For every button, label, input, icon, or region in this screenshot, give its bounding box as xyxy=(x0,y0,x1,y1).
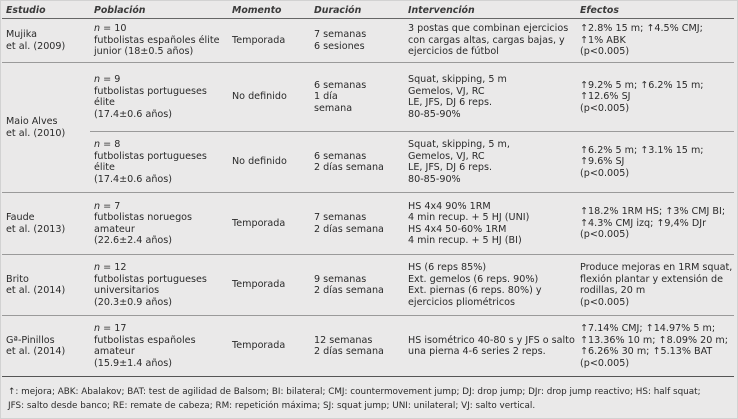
cell-duracion: 9 semanas 2 días semana xyxy=(310,255,404,316)
cell-poblacion xyxy=(90,193,228,255)
poblacion-text: = 8 futbolistas portugueses élite (17.4±0.6 años) xyxy=(94,139,207,185)
cell-duracion: 7 semanas 2 días semana xyxy=(310,193,404,255)
table-row xyxy=(2,63,734,132)
cell-estudio: Gª-Pinillos et al. (2014) xyxy=(2,316,90,377)
header-efectos: Efectos xyxy=(576,3,734,19)
header-row xyxy=(2,3,734,19)
cell-estudio: Brito et al. (2014) xyxy=(2,255,90,316)
footnote-line-1: ↑: mejora; ABK: Abalakov; BAT: test de agilidad de Balsom; BI: bilateral; CMJ: countermovement jump; DJ: drop jump; DJr: drop jump reactivo; HS: half squat; xyxy=(8,387,701,397)
cell-momento: No definido xyxy=(228,63,310,132)
poblacion-n: n xyxy=(94,139,101,150)
cell-efectos: ↑18.2% 1RM HS; ↑3% CMJ BI; ↑4.3% CMJ izq; ↑9,4% DJr (p<0.005) xyxy=(576,193,734,255)
poblacion-text: = 7 futbolistas noruegos amateur (22.6±2.4 años) xyxy=(94,200,193,246)
cell-poblacion xyxy=(90,255,228,316)
cell-duracion: 6 semanas 1 día semana xyxy=(310,63,404,132)
header-estudio: Estudio xyxy=(2,3,90,19)
poblacion-n: n xyxy=(94,323,101,334)
cell-estudio: Mujika et al. (2009) xyxy=(2,19,90,63)
poblacion-text: = 10 futbolistas españoles élite junior (18±0.5 años) xyxy=(94,23,220,58)
header-intervencion: Intervención xyxy=(404,3,576,19)
cell-intervencion: Squat, skipping, 5 m, Gemelos, VJ, RC LE, JFS, DJ 6 reps. 80-85-90% xyxy=(404,132,576,193)
cell-intervencion: HS isométrico 40-80 s y JFS o salto una pierna 4-6 series 2 reps. xyxy=(404,316,576,377)
cell-momento: No definido xyxy=(228,132,310,193)
cell-poblacion xyxy=(90,19,228,63)
cell-duracion: 12 semanas 2 días semana xyxy=(310,316,404,377)
studies-table xyxy=(2,3,734,377)
cell-poblacion xyxy=(90,316,228,377)
cell-efectos: ↑2.8% 15 m; ↑4.5% CMJ; ↑1% ABK (p<0.005) xyxy=(576,19,734,63)
header-poblacion: Población xyxy=(90,3,228,19)
cell-estudio: Faude et al. (2013) xyxy=(2,193,90,255)
cell-momento: Temporada xyxy=(228,193,310,255)
cell-poblacion xyxy=(90,63,228,132)
poblacion-text: = 17 futbolistas españoles amateur (15.9±1.4 años) xyxy=(94,323,196,369)
cell-duracion: 6 semanas 2 días semana xyxy=(310,132,404,193)
poblacion-n: n xyxy=(94,74,101,85)
cell-intervencion: Squat, skipping, 5 m Gemelos, VJ, RC LE, JFS, DJ 6 reps. 80-85-90% xyxy=(404,63,576,132)
poblacion-text: = 12 futbolistas portugueses universitarios (20.3±0.9 años) xyxy=(94,262,207,308)
table-row xyxy=(2,316,734,377)
table-row xyxy=(2,19,734,63)
header-momento: Momento xyxy=(228,3,310,19)
cell-momento: Temporada xyxy=(228,316,310,377)
poblacion-n: n xyxy=(94,200,101,212)
poblacion-n: n xyxy=(94,23,101,35)
cell-intervencion: HS (6 reps 85%) Ext. gemelos (6 reps. 90%) Ext. piernas (6 reps. 80%) y ejercicios pliométricos xyxy=(404,255,576,316)
table-row xyxy=(2,193,734,255)
poblacion-text: = 9 futbolistas portugueses élite (17.4±0.6 años) xyxy=(94,74,207,120)
cell-efectos: ↑9.2% 5 m; ↑6.2% 15 m; ↑12.6% SJ (p<0.005) xyxy=(576,63,734,132)
cell-efectos: Produce mejoras en 1RM squat, flexión plantar y extensión de rodillas, 20 m (p<0.005) xyxy=(576,255,734,316)
poblacion-n: n xyxy=(94,262,101,273)
table-row xyxy=(2,132,734,193)
cell-duracion: 7 semanas 6 sesiones xyxy=(310,19,404,63)
cell-efectos: ↑7.14% CMJ; ↑14.97% 5 m; ↑13.36% 10 m; ↑8.09% 20 m; ↑6.26% 30 m; ↑5.13% BAT (p<0.005) xyxy=(576,316,734,377)
footnote-line-2: JFS: salto desde banco; RE: remate de cabeza; RM: repetición máxima; SJ: squat jump; UNI: unilateral; VJ: salto vertical. xyxy=(8,401,536,411)
cell-intervencion: HS 4x4 90% 1RM 4 min recup. + 5 HJ (UNI) HS 4x4 50-60% 1RM 4 min recup. + 5 HJ (BI) xyxy=(404,193,576,255)
cell-momento: Temporada xyxy=(228,255,310,316)
cell-estudio: Maio Alves et al. (2010) xyxy=(2,63,90,193)
cell-intervencion: 3 postas que combinan ejercicios con cargas altas, cargas bajas, y ejercicios de fútbol xyxy=(404,19,576,63)
table-row xyxy=(2,255,734,316)
cell-efectos: ↑6.2% 5 m; ↑3.1% 15 m; ↑9.6% SJ (p<0.005) xyxy=(576,132,734,193)
cell-momento: Temporada xyxy=(228,19,310,63)
footnote xyxy=(8,385,730,413)
cell-poblacion xyxy=(90,132,228,193)
header-duracion: Duración xyxy=(310,3,404,19)
table-body xyxy=(2,19,734,377)
